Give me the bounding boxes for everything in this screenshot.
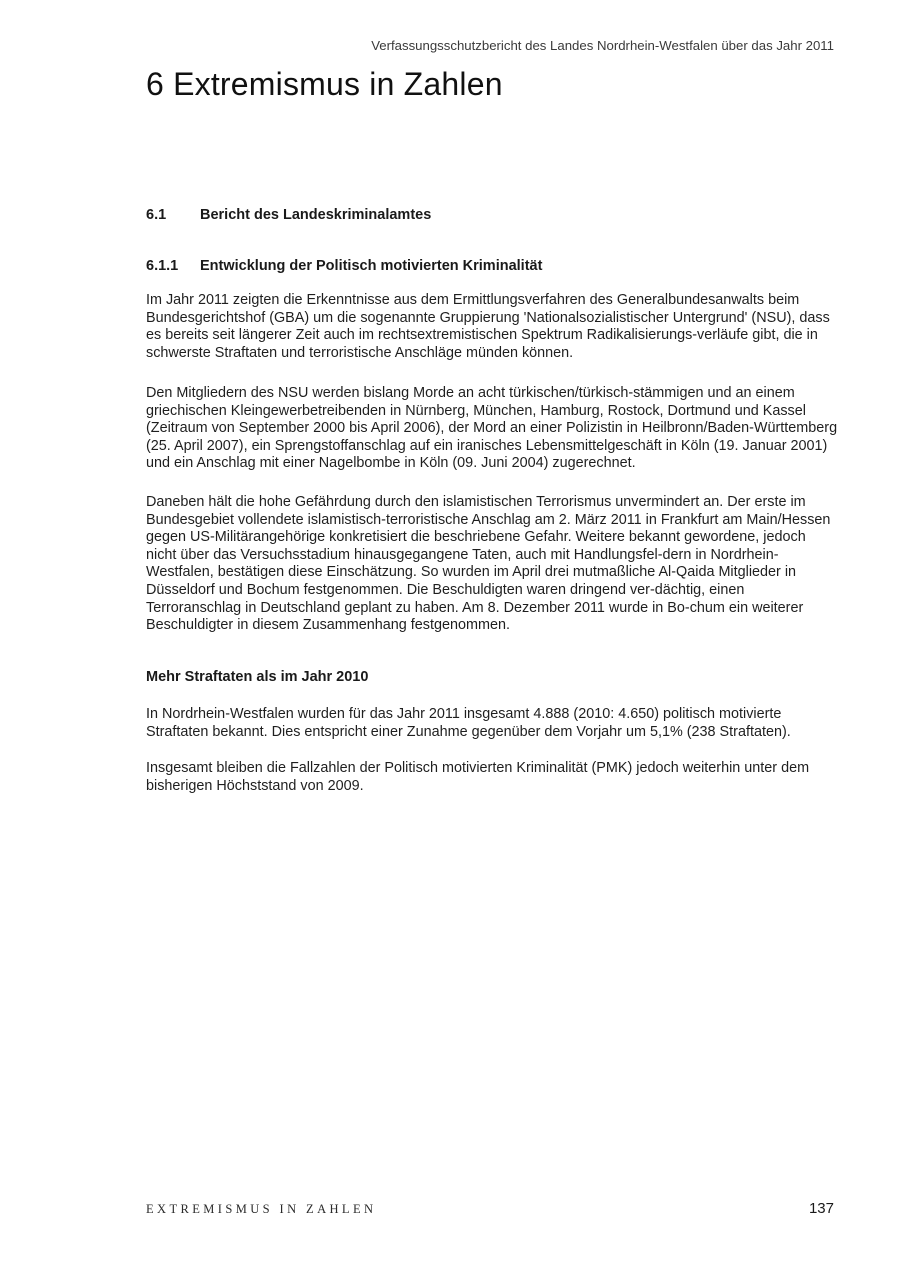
paragraph-nsu-crimes: Den Mitgliedern des NSU werden bislang Morde an acht türkischen/türkisch-stämmigen und an einem griechischen Kleingewerbetreibenden in Nürnberg, München, Hamburg, Rostock, Dortmund und Kassel (Zeitraum von September 2000 bis April 2006), der Mord an einer Polizistin in Heilbronn/Baden-Württemberg (25. April 2007), ein Sprengstoffanschlag auf ein iranisches Lebensmittelgeschäft in Köln (19. Januar 2001) und ein Anschlag mit einer Nagelbombe in Köln (09. Juni 2004) zugerechnet.: [146, 385, 838, 472]
subsection-title: Entwicklung der Politisch motivierten Kriminalität: [200, 258, 543, 274]
paragraph-nsu-findings: Im Jahr 2011 zeigten die Erkenntnisse aus dem Ermittlungsverfahren des Generalbundesanwalts beim Bundesgerichtshof (GBA) um die sogenannte Gruppierung 'Nationalsozialistischer Untergrund' (NSU), dass es bereits seit längerer Zeit auch im rechtsextremistischen Spektrum Radikalisierungs-verläufe gibt, die in schwerste Straftaten und terroristische Anschläge münden können.: [146, 292, 830, 361]
paragraph-offense-count: In Nordrhein-Westfalen wurden für das Jahr 2011 insgesamt 4.888 (2010: 4.650) politisch motivierte Straftaten bekannt. Dies entspricht einer Zunahme gegenüber dem Vorjahr um 5,1% (238 Straftaten).: [146, 706, 791, 740]
section-heading: [146, 207, 431, 223]
subsection-number: 6.1.1: [146, 258, 179, 274]
paragraph-islamist-terrorism: Daneben hält die hohe Gefährdung durch den islamistischen Terrorismus unvermindert an. Der erste im Bundesgebiet vollendete islamistisch-terroristische Anschlag am 2. März 2011 in Frankfurt am Main/Hessen gegen US-Militärangehörige konkretisiert die beschriebene Gefahr. Weitere bekannt gewordene, jedoch nicht über das Versuchsstadium hinausgegangene Taten, auch mit Handlungsfel-dern in Nordrhein-Westfalen, bestätigen diese Einschätzung. So wurden im April drei mutmaßliche Al-Qaida Mitglieder in Düsseldorf und Bochum festgenommen. Die Beschuldigten waren dringend ver-dächtig, einen Terroranschlag in Deutschland geplant zu haben. Am 8. Dezember 2011 wurde in Bo-chum ein weiterer Beschuldigter in diesem Zusammenhang festgenommen.: [146, 494, 831, 634]
section-number: 6.1: [146, 207, 167, 223]
section-title: Bericht des Landeskriminalamtes: [200, 207, 432, 223]
footer-label: EXTREMISMUS IN ZAHLEN: [146, 1202, 377, 1216]
page-number: 137: [808, 1200, 834, 1217]
subsection-heading: [146, 258, 542, 274]
chapter-title: 6 Extremismus in Zahlen: [146, 66, 503, 102]
running-header: Verfassungsschutzbericht des Landes Nordrhein-Westfalen über das Jahr 2011: [371, 38, 834, 53]
bold-heading-more-offenses: Mehr Straftaten als im Jahr 2010: [146, 669, 369, 685]
paragraph-case-numbers: Insgesamt bleiben die Fallzahlen der Politisch motivierten Kriminalität (PMK) jedoch weiterhin unter dem bisherigen Höchststand von 2009.: [146, 760, 810, 794]
